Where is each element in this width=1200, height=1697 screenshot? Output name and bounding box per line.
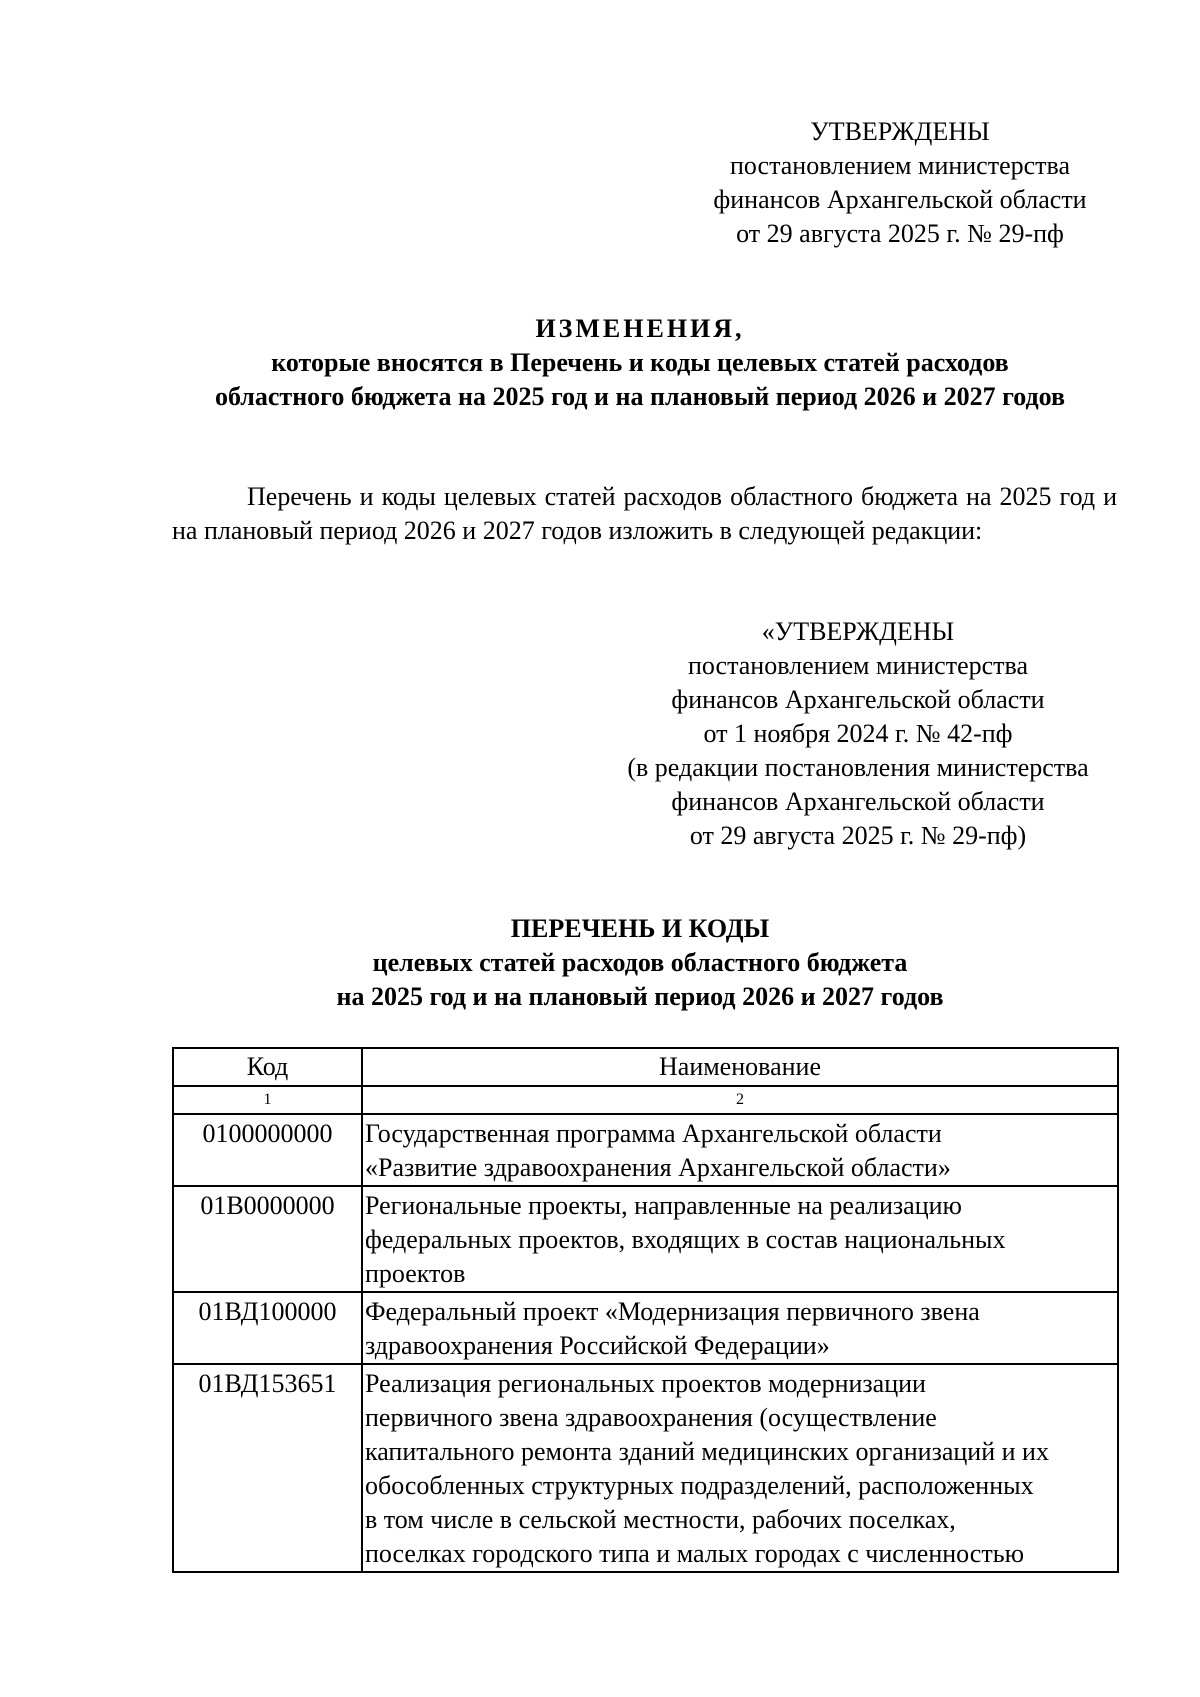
column-number: 2 — [362, 1086, 1118, 1114]
approval-line: от 1 ноября 2024 г. № 42-пф — [703, 719, 1013, 748]
approval-line: финансов Архангельской области — [671, 787, 1045, 816]
row-name-line: Региональные проекты, направленные на реализацию — [365, 1191, 962, 1220]
row-code: 01ВД153651 — [173, 1364, 362, 1572]
row-name-line: Федеральный проект «Модернизация первичного звена — [365, 1297, 980, 1326]
list-heading: ПЕРЕЧЕНЬ И КОДЫ — [510, 914, 770, 943]
header-code: Код — [173, 1048, 362, 1086]
row-name-line: в том числе в сельской местности, рабочих поселках, — [365, 1505, 956, 1534]
header-name: Наименование — [362, 1048, 1118, 1086]
approval-line: финансов Архангельской области — [671, 685, 1045, 714]
row-name-line: Реализация региональных проектов модернизации — [365, 1369, 926, 1398]
row-code: 01В0000000 — [173, 1186, 362, 1292]
row-name-line: капитального ремонта зданий медицинских организаций и их — [365, 1437, 1049, 1466]
changes-heading: ИЗМЕНЕНИЯ, — [535, 314, 745, 343]
list-subtitle-line: целевых статей расходов областного бюджета — [372, 948, 908, 977]
table-row — [173, 1186, 1118, 1292]
approval-line: от 29 августа 2025 г. № 29-пф) — [689, 821, 1027, 850]
changes-subtitle-line: которые вносятся в Перечень и коды целевых статей расходов — [271, 348, 1009, 377]
row-name — [362, 1186, 1118, 1292]
row-name-line: здравоохранения Российской Федерации» — [365, 1331, 830, 1360]
approval-line: (в редакции постановления министерства — [627, 753, 1089, 782]
row-name-line: поселках городского типа и малых городах с численностью — [365, 1539, 1024, 1568]
row-name-line: федеральных проектов, входящих в состав национальных — [365, 1225, 1006, 1254]
quoted-approval-stamp — [598, 615, 1118, 853]
body-paragraph: Перечень и коды целевых статей расходов областного бюджета на 2025 год и на плановый период 2026 и 2027 годов изложить в следующей редакции: — [172, 482, 1117, 545]
column-number-row — [173, 1086, 1118, 1114]
list-title — [150, 912, 1130, 1014]
row-name — [362, 1292, 1118, 1364]
approval-line: постановлением министерства — [687, 651, 1029, 680]
row-name — [362, 1364, 1118, 1572]
approval-line: «УТВЕРЖДЕНЫ — [761, 617, 955, 646]
changes-title — [150, 312, 1130, 414]
row-name-line: «Развитие здравоохранения Архангельской области» — [365, 1153, 951, 1182]
approval-line: финансов Архангельской области — [713, 185, 1087, 214]
row-code: 01ВД100000 — [173, 1292, 362, 1364]
row-name-line: первичного звена здравоохранения (осуществление — [365, 1403, 937, 1432]
column-number: 1 — [173, 1086, 362, 1114]
row-name-line: Государственная программа Архангельской области — [365, 1119, 942, 1148]
approval-line: постановлением министерства — [729, 151, 1071, 180]
changes-subtitle-line: областного бюджета на 2025 год и на плановый период 2026 и 2027 годов — [214, 382, 1066, 411]
table-row — [173, 1114, 1118, 1186]
row-code: 0100000000 — [173, 1114, 362, 1186]
approval-line: от 29 августа 2025 г. № 29-пф — [736, 219, 1064, 248]
row-name-line: обособленных структурных подразделений, расположенных — [365, 1471, 1034, 1500]
approval-line: УТВЕРЖДЕНЫ — [810, 117, 990, 146]
table-row — [173, 1364, 1118, 1572]
table-header-row — [173, 1048, 1118, 1086]
row-name-line: проектов — [365, 1259, 466, 1288]
codes-table — [172, 1047, 1119, 1573]
row-name — [362, 1114, 1118, 1186]
table-row — [173, 1292, 1118, 1364]
approval-stamp — [680, 115, 1120, 251]
list-subtitle-line: на 2025 год и на плановый период 2026 и 2027 годов — [336, 982, 944, 1011]
